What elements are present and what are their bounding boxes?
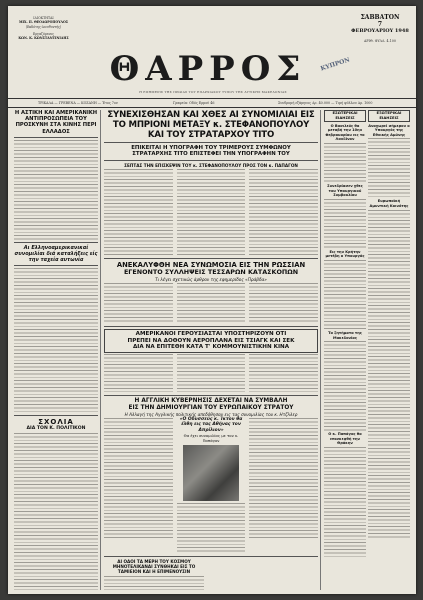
- news-item-title: Τα ζητήματα της Μακεδονίας: [328, 330, 362, 340]
- issue-day: ΣΑΒΒΑΤΟΝ: [360, 14, 400, 21]
- article-body: [249, 169, 318, 255]
- publisher-label: ΙΔΙΟΚΤΗΤΑΙ: [33, 16, 54, 20]
- quote-headline: «Ο Οδυσσεύς κ. Ίκτον θα έλθη εις τας Αθήνας τον Απρίλιον»: [179, 416, 243, 433]
- main-column: [104, 110, 318, 590]
- right-column: [324, 110, 410, 590]
- article-body: [14, 140, 98, 240]
- article-headline: ΕΙΣ ΤΗΝ ΔΗΜΙΟΥΡΓΙΑΝ ΤΟΥ ΕΥΡΩΠΑΙΚΟΥ ΣΤΡΑΤΟΥ: [128, 404, 294, 411]
- main-subheadline: ΣΤΡΑΤΑΡΧΗΣ ΤΙΤΟ ΕΠΙΣΤΕΦΕΙ ΤΗΝ ΥΠΟΓΡΑΦΗΝ ΤΟΥ: [132, 151, 290, 158]
- article-body: [14, 433, 98, 590]
- quote-subheadline: Θα έχει συνομιλίας με τον κ. Παπάγον: [183, 433, 239, 444]
- issue-number: ΑΡΙΘ. ΦΥΛΛ. 4.100: [364, 39, 396, 43]
- main-headline: ΣΥΝΕΧΙΣΘΗΣΑΝ ΚΑΙ ΧΘΕΣ ΑΙ ΣΥΝΟΜΙΛΙΑΙ ΕΙΣ ΤΟ ΜΠΡΙΟΝΙ ΜΕΤΑΞΥ κ. ΣΤΕΦΑΝΟΠΟΥΛΟΥ ΚΑΙ ΤΟΥ ΣΤΡΑΤΑΡΧΟΥ ΤΙΤΟ: [107, 110, 315, 140]
- publisher-name: ΜΙΧ. Π. ΘΕΟΔΩΡΟΠΟΥΛΟΣ: [19, 20, 68, 25]
- main-subheadline: ΕΠΙΚΕΙΤΑΙ Η ΥΠΟΓΡΑΦΗ ΤΟΥ ΤΡΙΜΕΡΟΥΣ ΣΥΜΦΩΝΟΥ: [131, 145, 291, 151]
- article-subheadline: Η Αλλαγή της Αγγλικής πολιτικής απεδόθησαν εις τας συνομιλίας του κ. Ητζλλερ: [124, 411, 298, 417]
- article-body: [104, 169, 173, 255]
- dateline-left: ΤΡΙΚΑΛΑ — ΓΡΕΒΕΝΑ — ΚΟΖΑΝΗ — Έτος 7ον: [38, 101, 118, 105]
- news-item-title: Συνεδρίασεν χθες του Υπουργικού Συμβουλίου: [327, 183, 363, 198]
- article-headline: ΑΙ ΟΔΟΙ ΤΑ ΜΕΡΗ ΤΟΥ ΚΟΣΜΟΥ ΜΗΝΟΤΕΛΙΚΑΝΑΙ ΣΥΝΘΗΚΑΙ ΕΙΣ ΤΟ ΤΑΜΙΕΙΟΝ ΚΑΙ Η ΕΠΙΜΕΝΟΥΣΙΝ: [112, 559, 196, 575]
- article-headline: ΑΜΕΡΙΚΑΝΟΙ ΓΕΡΟΥΣΙΑΣΤΑΙ ΥΠΟΣΤΗΡΙΖΟΥΝ ΟΤΙ: [135, 331, 287, 338]
- article-headline: ΑΝΕΚΑΛΥΦΘΗ ΝΕΑ ΣΥΝΩΜΟΣΙΑ ΕΙΣ ΤΗΝ ΡΩΣΣΙΑΝ: [116, 261, 306, 270]
- main-subheadline: ΣΕΠΤΑΣ ΤΗΝ ΕΠΙΣΚΕΨΙΝ ΤΟΥ κ. ΣΤΕΦΑΝΟΠΟΥΛΟΥ ΠΡΟΣ ΤΟΝ κ. ΠΑΠΑΓΟΝ: [124, 162, 298, 168]
- editor-name: ΚΩΝ. Κ. ΚΩΝΣΤΑΝΤΙΝΙΔΗΣ: [18, 36, 69, 41]
- dateline-mid: Γραφεία: Οδός Ερμού 46: [173, 101, 215, 105]
- news-item-title: Αναχωρεί σήμερον ο Υπουργός της Εθνικής Αμύνης: [368, 123, 410, 137]
- masthead-subline: Η ΕΦΗΜΕΡΙΣ ΤΗΣ ΠΡΩΙΑΣ ΤΟΥ ΕΠΑΡΧΙΑΚΟΥ ΤΥΠΟΥ ΤΗΣ ΔΥΤΙΚΗΣ ΜΑΚΕΔΟΝΙΑΣ: [139, 90, 287, 94]
- dateline-right: Συνδρομή εξάμηνος Δρ. 40.000 — Τιμή φύλλου Δρ. 1000: [278, 101, 373, 105]
- newspaper-logo: ΘΑΡΡΟΣ: [109, 49, 307, 89]
- article-headline: ΔΙΑ ΝΑ ΕΠΙΤΕΘΗ ΚΑΤΑ Τ' ΚΟΜΜΟΥΝΙΣΤΙΚΗΝ ΚΙΝΑ: [132, 344, 290, 351]
- column-divider: [100, 110, 101, 590]
- date-box: [350, 14, 410, 76]
- issue-month: ΦΕΒΡΟΥΑΡΙΟΥ 1948: [351, 28, 409, 34]
- news-item-title: Εις την Κρήτην μετέβη ο Υπουργός: [325, 249, 365, 259]
- publisher-box: [16, 16, 71, 76]
- article-body: [14, 268, 98, 413]
- left-column: [14, 110, 98, 590]
- article-subheadline: Τι λέγει σχετικώς άρθρον της εφημερίδος «Πράβδα»: [155, 276, 267, 282]
- article-headline: ΕΓΕΝΟΝΤΟ ΣΥΛΛΗΨΕΙΣ ΤΕΣΣΑΡΩΝ ΚΑΤΑΣΚΟΠΩΝ: [123, 268, 299, 277]
- column-divider: [320, 110, 321, 590]
- issue-date: 7: [377, 21, 383, 28]
- news-item-title: Ευρωπαϊκή Αμυντική Κοινότης: [369, 199, 409, 208]
- section-title: ΕΣΩΤΕΡΙΚΑΙ ΕΙΔΗΣΕΙΣ: [324, 110, 366, 122]
- news-photo: [183, 445, 240, 501]
- article-headline: Η ΑΓΓΛΙΚΗ ΚΥΒΕΡΝΗΣΙΣ ΔΕΧΕΤΑΙ ΝΑ ΣΥΜΒΑΛΗ: [134, 398, 288, 404]
- newspaper-page: [8, 6, 416, 594]
- masthead: [8, 6, 416, 94]
- publisher-role: (Εκδότης-Διευθυντής): [25, 24, 62, 29]
- section-title: ΣΧΟΛΙΑ: [38, 417, 74, 426]
- article-body: [177, 169, 246, 255]
- news-item-title: Ο Βασιλεύς θα μεταβή την 10ην Φεβρουαρίου εις το Λονδίνον: [325, 123, 365, 142]
- news-item-title: Ο κ. Παπάγος θα επισκεφθή την Θράκην: [328, 432, 362, 446]
- editor-label: Εργαζόμενος: [32, 31, 55, 36]
- article-headline: Η ΑΣΤΙΚΗ ΚΑΙ ΑΜΕΡΙΚΑΝΙΚΗ ΑΝΤΙΠΡΟΣΩΠΕΙΑ ΤΟΥ ΠΡΟΣΚΥΝΗ ΣΤΑ ΚΙΝΗΣ ΠΕΡΙ ΕΛΛΑΔΟΣ: [14, 110, 98, 135]
- stamp-mark: ΚΥΠΡΟΝ: [319, 56, 351, 73]
- section-title: ΕΞΩΤΕΡΙΚΑΙ ΕΙΔΗΣΕΙΣ: [368, 110, 410, 122]
- article-headline: ΠΡΕΠΕΙ ΝΑ ΔΟΘΟΥΝ ΑΕΡΟΠΛΑΝΑ ΕΙΣ ΤΣΙΑΓΚ ΚΑΙ ΣΕΚ: [127, 337, 295, 344]
- article-headline: ΔΙΑ ΤΟΝ Κ. ΠΟΛΙΤΙΚΟΝ: [26, 425, 86, 431]
- article-headline: Αι Ελληνοαμερικανικαί συνομιλίαι διά καταλήξεις είς την ταχεία αυτωνία: [14, 244, 98, 263]
- dateline-bar: [8, 98, 416, 108]
